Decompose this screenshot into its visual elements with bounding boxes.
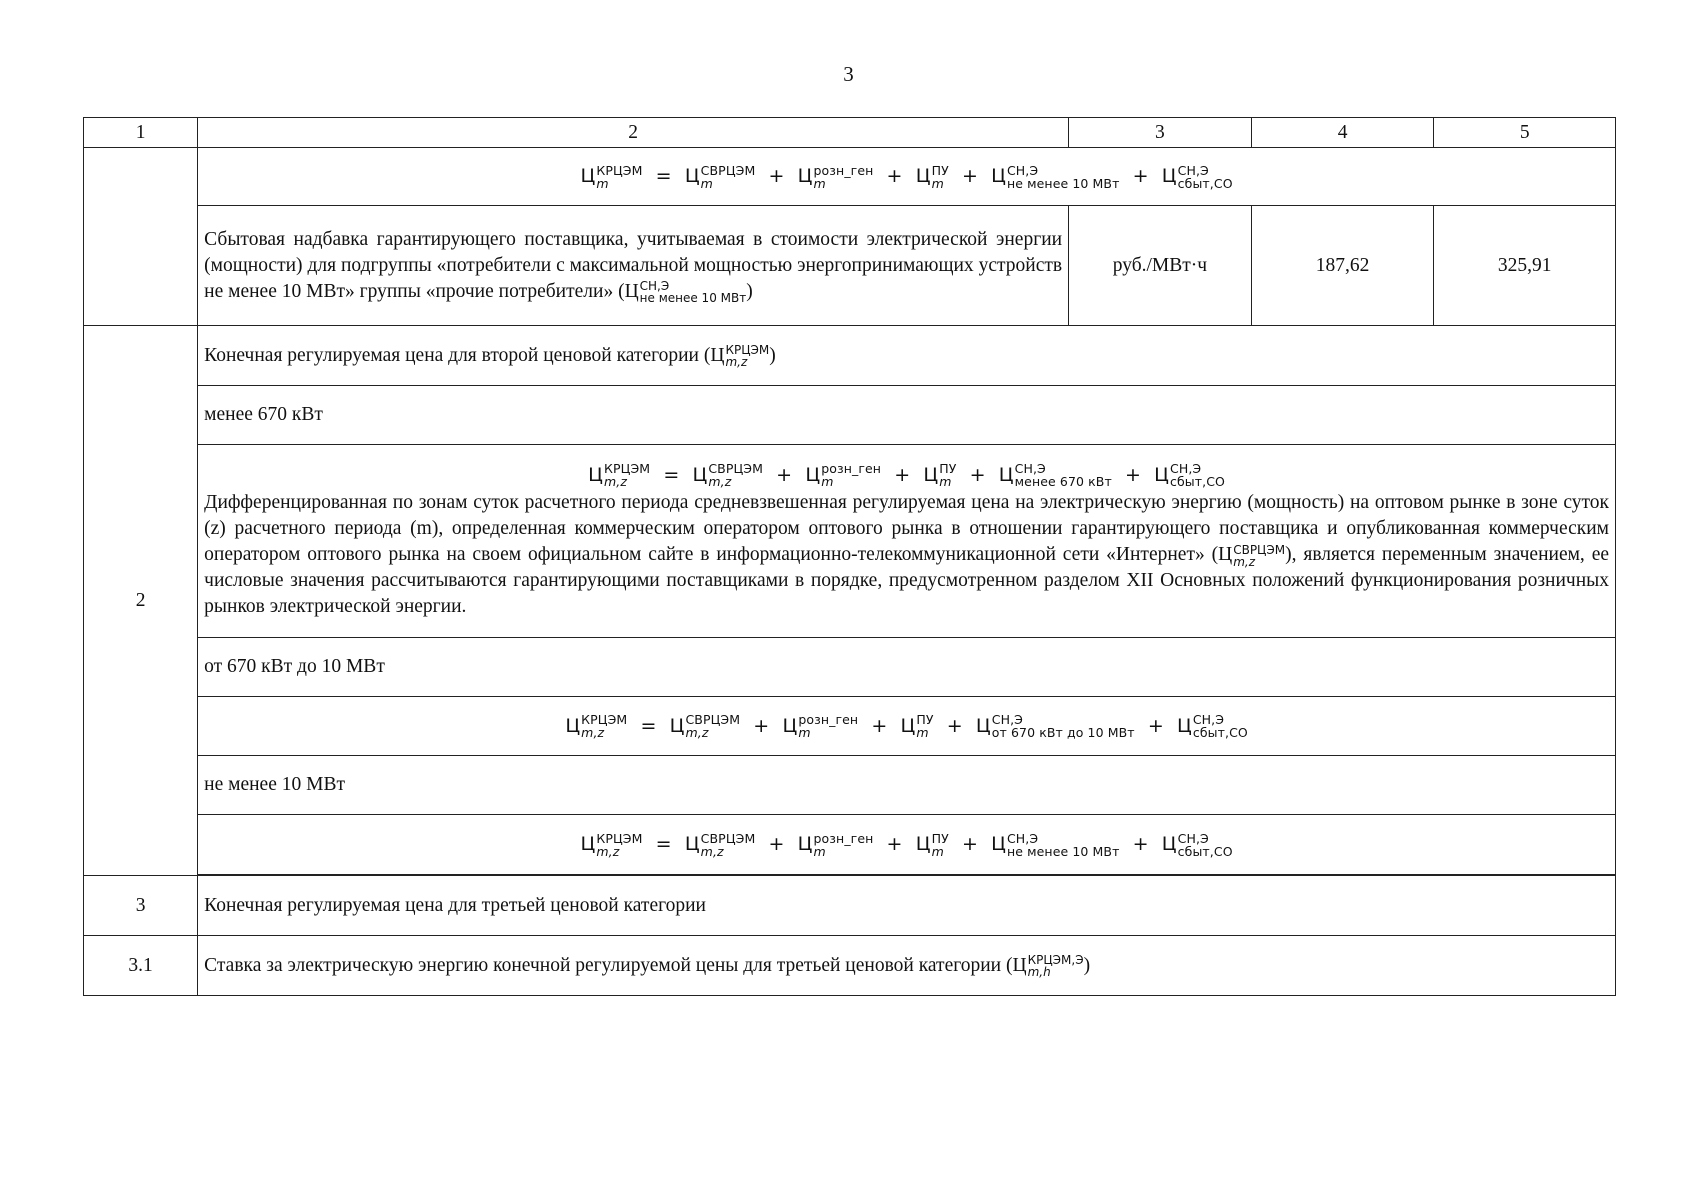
header-col-4: 4 <box>1251 118 1434 148</box>
section2-title-row <box>84 326 1616 386</box>
section3-number: 3 <box>84 876 198 936</box>
nadbavka-value-col4: 187,62 <box>1251 206 1434 326</box>
tariff-table <box>83 117 1616 996</box>
nadbavka-row <box>84 206 1616 326</box>
group-less-670: менее 670 кВт <box>198 386 1616 445</box>
header-row <box>84 118 1616 148</box>
section3-1-title: Ставка за электрическую энергию конечной регулируемой цены для третьей ценовой категории (Ц КРЦЭМ,Э m,h ) <box>198 936 1616 996</box>
header-col-3: 3 <box>1069 118 1252 148</box>
section3-title: Конечная регулируемая цена для третьей ценовой категории <box>198 876 1616 936</box>
header-col-1: 1 <box>84 118 198 148</box>
nadbavka-unit: руб./МВт·ч <box>1069 206 1252 326</box>
section2-title: Конечная регулируемая цена для второй ценовой категории (Ц КРЦЭМ m,z ) <box>198 326 1616 386</box>
formula-670-10: Ц КРЦЭМ m,z = Ц СВРЦЭМ m,z + Ц розн_ген m + Ц ПУ m + Ц СН,Э от 670 кВт до 10 МВт + Ц СН,Э сбыт,СО <box>198 697 1616 756</box>
group-not-less-10: не менее 10 МВт <box>198 756 1616 815</box>
section3-row <box>84 876 1616 936</box>
header-col-5: 5 <box>1434 118 1616 148</box>
formula-less-670-row <box>84 445 1616 638</box>
formula-670-10-row <box>84 697 1616 756</box>
formula-row-not-less-10-cat1 <box>84 148 1616 206</box>
section3-1-number: 3.1 <box>84 936 198 996</box>
header-col-2: 2 <box>198 118 1069 148</box>
formula-less-670: Ц КРЦЭМ m,z = Ц СВРЦЭМ m,z + Ц розн_ген m + Ц ПУ m + Ц СН,Э менее 670 кВт + Ц СН,Э сбыт,СО <box>588 461 1225 490</box>
formula-not-less-10-row <box>84 815 1616 875</box>
page-number: 3 <box>843 62 854 86</box>
formula-not-less-10-cat1: Ц КРЦЭМ m = Ц СВРЦЭМ m + Ц розн_ген m + Ц ПУ m + Ц СН,Э не менее 10 МВт + Ц СН,Э сбыт,СО <box>198 148 1616 206</box>
group-less-670-row <box>84 386 1616 445</box>
svrcem-description: Дифференцированная по зонам суток расчетного периода средневзвешенная регулируемая цена на электрическую энергию (мощность) на оптовом рынке в зоне суток (z) расчетного периода (m), определенная коммерческим оператором оптового рынка в отношении гарантирующего поставщика и опубликованная коммерческим оператором оптового рынка на своем официальном сайте в информационно-телекоммуникационной сети «Интернет» (Ц СВРЦЭМ m,z ), является переменным значением, ее числовые значения рассчитываются гарантирующими поставщиками в порядке, предусмотренном разделом XII Основных положений функционирования розничных рынков электрической энергии. <box>204 492 1610 618</box>
row-number-empty <box>84 148 198 326</box>
group-670-10-row <box>84 638 1616 697</box>
nadbavka-value-col5: 325,91 <box>1434 206 1616 326</box>
formula-not-less-10: Ц КРЦЭМ m,z = Ц СВРЦЭМ m,z + Ц розн_ген m + Ц ПУ m + Ц СН,Э не менее 10 МВт + Ц СН,Э сбыт,СО <box>198 815 1616 875</box>
section2-number: 2 <box>84 326 198 876</box>
group-not-less-10-row <box>84 756 1616 815</box>
formula-less-670-cell <box>198 445 1616 638</box>
group-670-10: от 670 кВт до 10 МВт <box>198 638 1616 697</box>
nadbavka-description: Сбытовая надбавка гарантирующего поставщика, учитываемая в стоимости электрической энергии (мощности) для подгруппы «потребители с максимальной мощностью энергопринимающих устройств не менее 10 МВт» группы «прочие потребители» (Ц СН,Э не менее 10 МВт ) <box>198 206 1069 326</box>
section3-1-row <box>84 936 1616 996</box>
